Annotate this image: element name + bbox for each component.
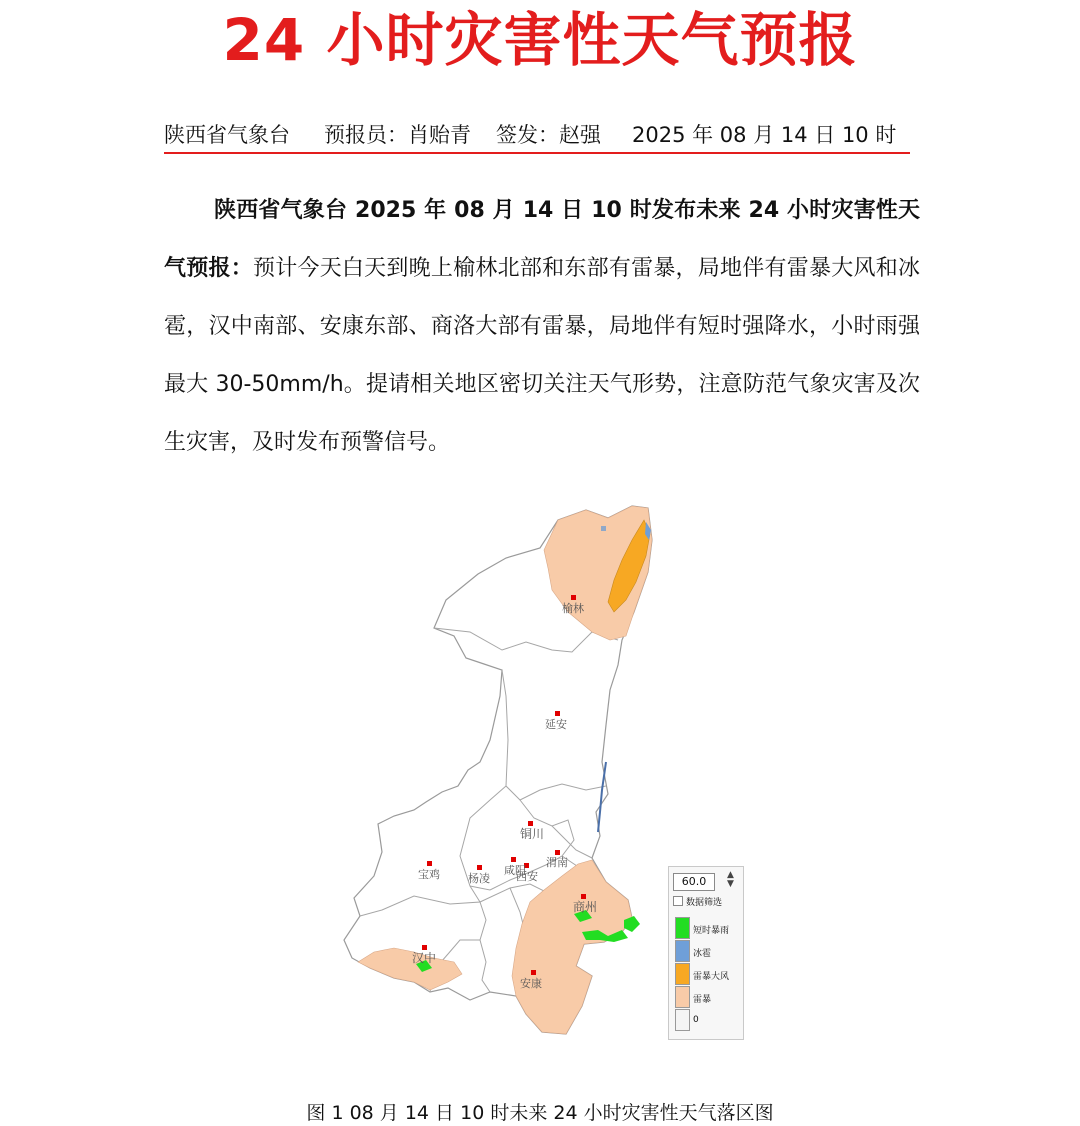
legend-label: 短时暴雨 <box>693 926 730 936</box>
forecast-lead: 陕西省气象台 2025 年 08 月 14 日 10 时发布未来 24 小时灾害性天气预报： <box>164 198 920 281</box>
city-label-xianyang: 咸阳 <box>504 864 526 877</box>
legend-item-none <box>675 1009 739 1031</box>
city-label-hanzhong: 汉中 <box>412 951 437 965</box>
legend-swatch <box>675 986 690 1008</box>
checkbox-icon[interactable] <box>673 896 683 906</box>
map-legend <box>668 866 744 1040</box>
forecaster: 预报员：肖贻青 <box>324 123 471 147</box>
forecast-text: 预计今天白天到晚上榆林北部和东部有雷暴，局地伴有雷暴大风和冰雹，汉中南部、安康东部、商洛大部有雷暴，局地伴有短时强降水，小时雨强最大 30-50mm/h。提请相关地区密切关注天气形势，注意防范气象灾害及次生灾害，及时发布预警信号。 <box>164 256 920 455</box>
threshold-input[interactable]: 60.0 <box>673 873 715 891</box>
legend-swatch <box>675 963 690 985</box>
legend-item-gale <box>675 963 739 985</box>
legend-label: 冰雹 <box>693 949 712 959</box>
legend-swatch <box>675 917 690 939</box>
city-label-baoji: 宝鸡 <box>418 868 440 881</box>
city-label-yulin: 榆林 <box>562 602 584 615</box>
legend-item-hail <box>675 940 739 962</box>
legend-item-heavy-rain <box>675 917 739 939</box>
data-filter-label: 数据筛选 <box>686 898 723 908</box>
hazard-area-map <box>330 500 660 1045</box>
legend-item-thunder <box>675 986 739 1008</box>
legend-label: 0 <box>693 1015 699 1025</box>
city-label-yangling: 杨凌 <box>468 872 490 885</box>
report-header <box>164 118 910 154</box>
issue-datetime: 2025 年 08 月 14 日 10 时 <box>632 123 897 147</box>
city-label-xian: 西安 <box>516 870 538 883</box>
page-title: 24 小时灾害性天气预报 <box>222 6 858 74</box>
issuer: 签发：赵强 <box>496 123 601 147</box>
forecast-paragraph <box>164 182 920 472</box>
city-label-tongchuan: 铜川 <box>520 827 545 841</box>
spinner-arrows-icon[interactable]: ▲ ▼ <box>727 870 734 889</box>
issuing-organization: 陕西省气象台 <box>164 123 290 147</box>
data-filter-checkbox[interactable] <box>673 895 722 908</box>
legend-swatch <box>675 1009 690 1031</box>
city-label-shangzhou: 商州 <box>573 900 598 914</box>
legend-label: 雷暴大风 <box>693 972 730 982</box>
city-label-weinan: 渭南 <box>546 856 568 869</box>
hail-marker <box>601 526 606 531</box>
legend-swatch <box>675 940 690 962</box>
legend-label: 雷暴 <box>693 995 712 1005</box>
figure-caption: 图 1 08 月 14 日 10 时未来 24 小时灾害性天气落区图 <box>306 1102 774 1124</box>
city-label-ankang: 安康 <box>520 977 542 990</box>
city-label-yanan: 延安 <box>545 718 567 731</box>
